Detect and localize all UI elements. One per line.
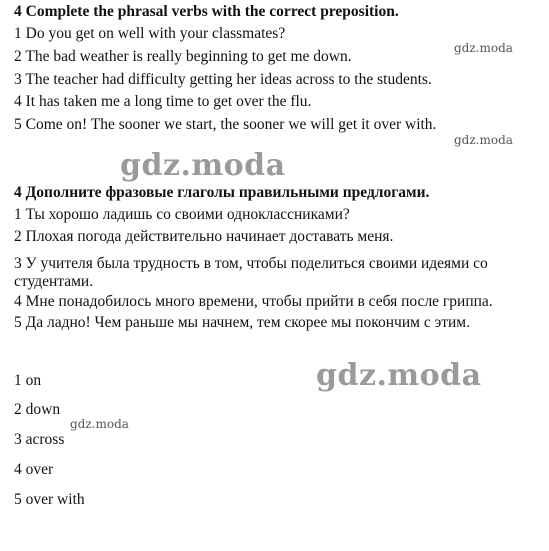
exercise-ru-item: студентами. — [14, 273, 94, 290]
exercise-ru-item: 5 Да ладно! Чем раньше мы начнем, тем скорее мы покончим с этим. — [14, 314, 470, 331]
exercise-ru-item: 1 Ты хорошо ладишь со своими одноклассниками? — [14, 206, 350, 223]
exercise-en-item: 3 The teacher had difficulty getting her ideas across to the students. — [14, 71, 432, 88]
answer-item: 5 over with — [14, 491, 85, 508]
exercise-en-item: 5 Come on! The sooner we start, the sooner we will get it over with. — [14, 116, 437, 133]
exercise-ru-item: 3 У учителя была трудность в том, чтобы поделиться своими идеями со — [14, 255, 488, 272]
exercise-en-item: 4 It has taken me a long time to get over the flu. — [14, 93, 312, 110]
answer-item: 4 over — [14, 461, 54, 478]
exercise-ru-item: 2 Плохая погода действительно начинает доставать меня. — [14, 228, 394, 245]
exercise-en-title: 4 Complete the phrasal verbs with the correct preposition. — [14, 3, 399, 20]
exercise-ru-title: 4 Дополните фразовые глаголы правильными предлогами. — [14, 184, 430, 201]
exercise-en-item: 1 Do you get on well with your classmates? — [14, 25, 286, 42]
exercise-ru-item: 4 Мне понадобилось много времени, чтобы прийти в себя после гриппа. — [14, 293, 493, 310]
watermark: gdz.moda — [70, 417, 129, 431]
watermark: gdz.moda — [454, 133, 513, 147]
watermark: gdz.moda — [316, 358, 482, 393]
exercise-en-item: 2 The bad weather is really beginning to get me down. — [14, 48, 352, 65]
answer-item: 2 down — [14, 401, 61, 418]
answer-item: 1 on — [14, 372, 42, 389]
answer-item: 3 across — [14, 431, 65, 448]
watermark: gdz.moda — [120, 148, 286, 183]
watermark: gdz.moda — [454, 41, 513, 55]
